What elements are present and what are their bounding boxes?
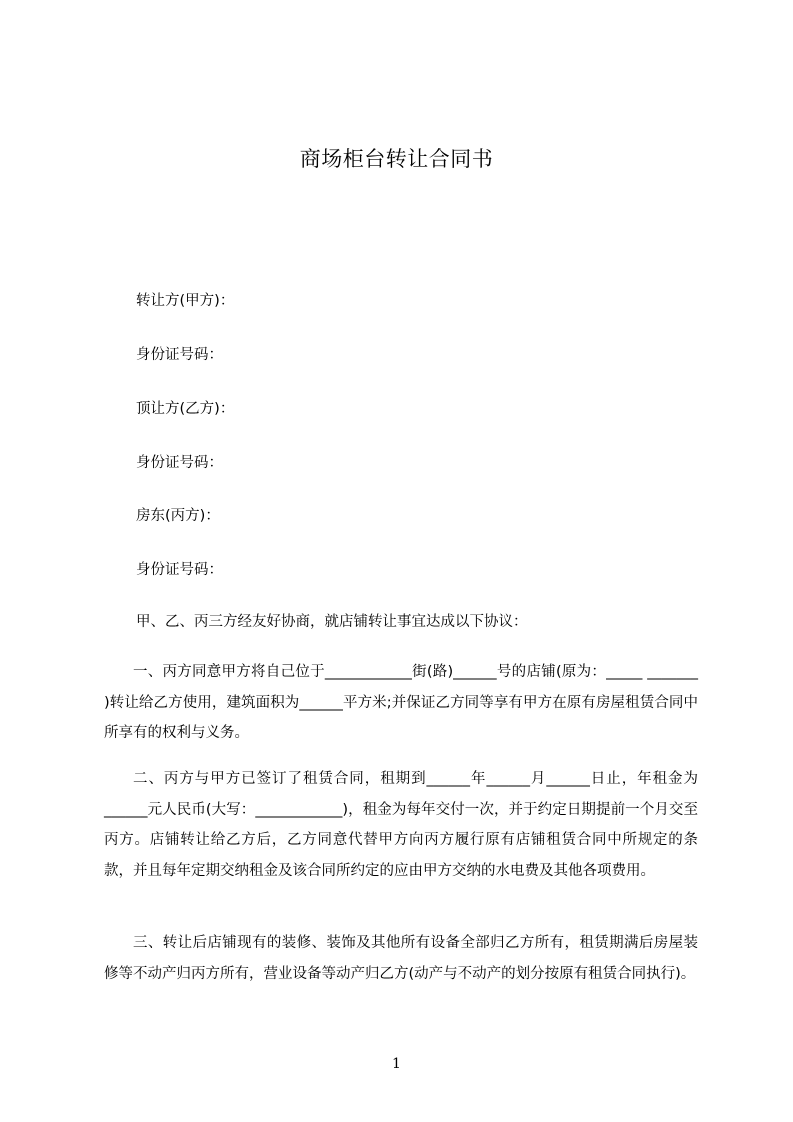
- transferee-field: 顶让方(乙方)：: [136, 401, 235, 417]
- clause-2: 二、丙方与甲方已签订了租赁合同，租期到______年______月______日止，年租金为______元人民币(大写：____________)，租金为每年交付一次，并于约定日期提前一个月交至丙方。店铺转让给乙方后，乙方同意代替甲方向丙方履行原有店铺租赁合同中所规定的条款，并且每年定期交纳租金及该合同所约定的应由甲方交纳的水电费及其他各项费用。: [104, 771, 698, 879]
- clause-1: 一、丙方同意甲方将自己位于____________街(路)______号的店铺(原为：_____ _______ )转让给乙方使用，建筑面积为______平方米;并保证乙方同等享有甲方在原有房屋租赁合同中所享有的权利与义务。: [104, 664, 698, 741]
- page-number: 1: [392, 1056, 401, 1072]
- clause-3: 三、转让后店铺现有的装修、装饰及其他所有设备全部归乙方所有，租赁期满后房屋装修等不动产归丙方所有，营业设备等动产归乙方(动产与不动产的划分按原有租赁合同执行)。: [104, 935, 698, 982]
- agreement-intro: 甲、乙、丙三方经友好协商，就店铺转让事宜达成以下协议：: [136, 614, 528, 630]
- transferee-id-field: 身份证号码：: [136, 455, 223, 471]
- document-title: 商场柜台转让合同书: [299, 147, 494, 171]
- transferor-field: 转让方(甲方)：: [136, 293, 235, 309]
- transferor-id-field: 身份证号码：: [136, 347, 223, 363]
- landlord-id-field: 身份证号码：: [136, 562, 223, 578]
- landlord-field: 房东(丙方)：: [136, 508, 220, 524]
